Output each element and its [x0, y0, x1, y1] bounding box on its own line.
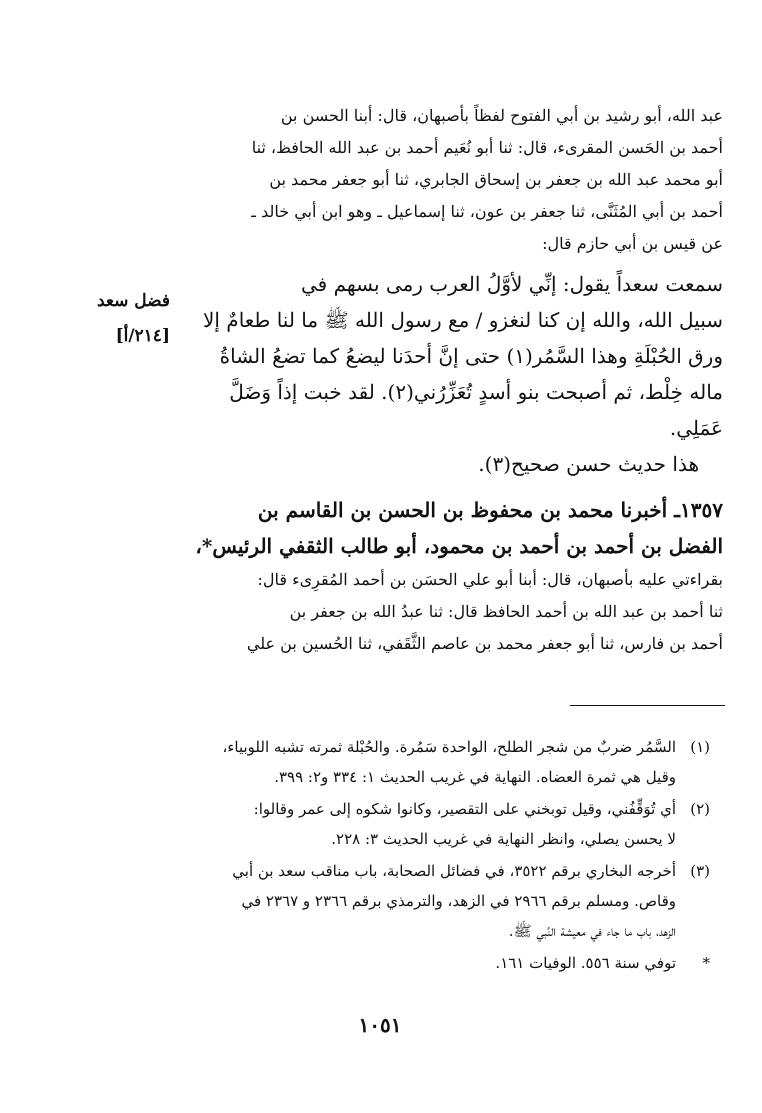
text-line: عَمَلِي.: [669, 416, 723, 440]
text-line: عن قيس بن أبي حازم قال:: [542, 234, 723, 253]
footnote-line: توفي سنة ٥٥٦. الوفيات ١٦١.: [495, 954, 676, 972]
footnotes: [90, 732, 710, 980]
footnote-line: وقيل هي ثمرة العضاه. النهاية في غريب الحديث ١: ٣٣٤ و٢: ٣٩٩.: [274, 768, 676, 786]
text-line: ثنا أحمد بن عبد الله بن أحمد الحافظ قال: ثنا عبدُ الله بن جعفر بن: [289, 602, 723, 621]
footnote: [90, 732, 710, 792]
text-line: أحمد بن فارس، ثنا أبو جعفر محمد بن عاصم الثَّقَفي، ثنا الحُسين بن علي: [246, 634, 723, 653]
page-number: ١٠٥١: [358, 1013, 402, 1037]
footnote-number: (٣): [690, 862, 710, 880]
footnote-number: (١): [690, 738, 710, 756]
footnote-number: (٢): [690, 800, 710, 818]
footnote-line: وقاص. ومسلم برقم ٢٩٦٦ في الزهد، والترمذي برقم ٢٣٦٦ و ٢٣٦٧ في: [241, 892, 676, 910]
text-line: سمعت سعداً يقول: إنِّي لأوَّلُ العرب رمى بسهم في: [301, 272, 723, 296]
main-text: [183, 100, 723, 660]
footnote-line: أي تُوَقِّفُني، وقيل توبخني على التقصير، وكانوا شكوه إلى عمر وقالوا:: [253, 800, 676, 818]
footnote-marker: *: [702, 954, 710, 972]
margin-note-folio: [٢١٤/أ]: [115, 326, 170, 346]
footnote-line: أخرجه البخاري برقم ٣٥٢٢، في فضائل الصحابة، باب مناقب سعد بن أبي: [232, 862, 676, 880]
footnote: [90, 794, 710, 854]
text-line: سبيل الله، والله إن كنا لنغزو / مع رسول الله ﷺ ما لنا طعامٌ إلا: [202, 308, 723, 332]
text-line: أحمد بن أبي المُثَنَّى، ثنا جعفر بن عون، ثنا إسماعيل ـ وهو ابن أبي خالد ـ: [251, 202, 723, 221]
text-line: ماله خِلْط، ثم أصبحت بنو أسدٍ تُعَزِّرُني(٢). لقد خبت إذاً وَضَلَّ: [229, 380, 723, 404]
text-line: بقراءتي عليه بأصبهان، قال: أبنا أبو علي الحسَن بن أحمد المُقرِىء قال:: [257, 570, 723, 589]
footnote-separator: [570, 705, 725, 706]
text-line: أبو محمد عبد الله بن جعفر بن إسحاق الجابري، ثنا أبو جعفر محمد بن: [269, 170, 723, 189]
footnote-line: السَّمُر ضربٌ من شجر الطلح، الواحدة سَمُرة. والحُبْلة ثمرته تشبه اللوبياء،: [222, 738, 676, 756]
footnote: [90, 948, 710, 978]
hadith-heading-line: ١٣٥٧ـ أخبرنا محمد بن محفوظ بن الحسن بن القاسم بن: [257, 498, 723, 522]
text-line: ورق الحُبْلَةِ وهذا السَّمُر(١) حتى إنَّ أحدَنا ليضعُ كما تضعُ الشاةُ: [219, 344, 723, 368]
hadith-heading-line: الفضل بن أحمد بن أحمد بن محمود، أبو طالب الثقفي الرئيس*،: [195, 534, 723, 558]
footnote: [90, 856, 710, 946]
footnote-line: لا يحسن يصلي، وانظر النهاية في غريب الحديث ٣: ٢٢٨.: [331, 830, 676, 848]
grading-line: هذا حديث حسن صحيح(٣).: [478, 452, 699, 476]
margin-note-topic: فضل سعد: [96, 291, 170, 311]
footnote-line: الزهد، باب ما جاء في معيشة النَّبي ﷺ.: [508, 922, 676, 940]
text-line: أحمد بن الحَسن المقرىء، قال: ثنا أبو نُعَيم أحمد بن عبد الله الحافظ، ثنا: [251, 138, 723, 157]
text-line: عبد الله، أبو رشيد بن أبي الفتوح لفظاً بأصبهان، قال: أبنا الحسن بن: [280, 106, 723, 125]
